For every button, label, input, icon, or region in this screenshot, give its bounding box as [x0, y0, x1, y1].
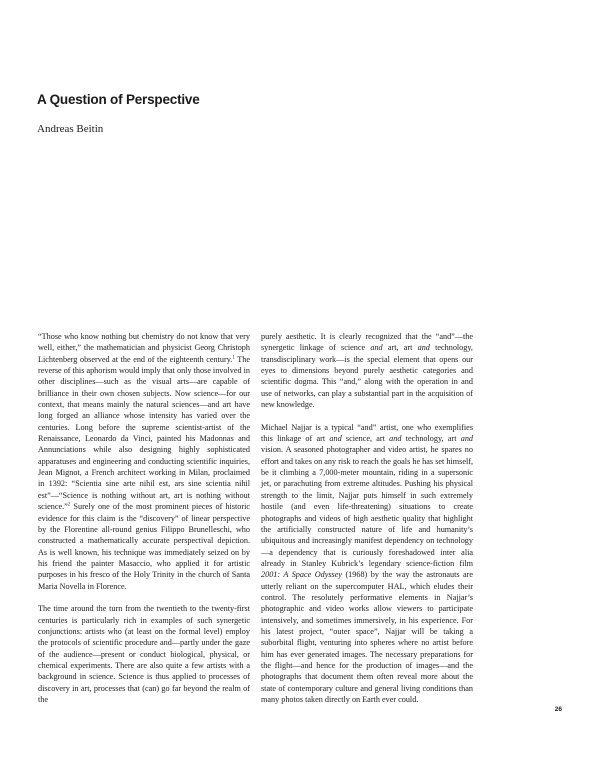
left-paragraph-1 — [38, 331, 250, 592]
article-title: A Question of Perspective — [37, 92, 200, 107]
text-run: art, art — [382, 343, 418, 353]
emphasis: and — [329, 434, 342, 444]
text-run: technology, transdisciplinary work—is the special element that opens our eyes to dimensions beyond purely aesthetic categories and scientific dogma. This “and,” along with the operation in and use of networks, can play a substantial part in the acquisition of new knowledge. — [261, 343, 473, 410]
text-run: The reverse of this aphorism would imply that only those involved in other disciplines—such as the visual arts—are capable of brilliance in their own chosen subjects. Now science—for our context, that means mainly the natural sciences—and art have long forged an alliance whose intensity has varied over the centuries. Long before the supreme scientist-artist of the Renaissance, Leonardo da Vinci, painted his Madonnas and Annunciations while also designing highly sophisticated apparatuses and engineering and conducting scientific inquiries, Jean Mignot, a French architect working in Milan, proclaimed in 1392: “Scientia sine arte nihil est, ars sine scientia nihil est”—“Science is nothing without art, art is nothing without science.” — [38, 354, 250, 512]
emphasis: and — [417, 343, 430, 353]
text-run: Michael Najjar is a typical “and” artist, one who exemplifies this linkage of art — [261, 422, 473, 444]
right-paragraph-1 — [261, 331, 473, 410]
footnote-ref-2[interactable]: 2 — [67, 502, 71, 508]
film-title: 2001: A Space Odyssey — [261, 570, 342, 580]
right-paragraph-2 — [261, 422, 473, 706]
left-column — [38, 331, 250, 717]
left-paragraph-2: The time around the turn from the twentieth to the twenty-first centuries is particularly rich in examples of such synergetic conjunctions: artists who (at least on the formal level) employ the protocols of scientific procedure and—partly under the gaze of the audience—present or conduct biological, physical, or chemical experiments. There are also quite a few artists with a background in science. Science is thus applied to processes of discovery in art, processes that (can) go far beyond the realm of the — [38, 604, 250, 704]
footnote-ref-1[interactable]: 1 — [232, 354, 235, 360]
text-run: science, art — [341, 434, 390, 444]
text-run: Surely one of the most prominent pieces of historic evidence for this claim is the “discovery” of linear perspective by the Florentine all-round genius Filippo Brunelleschi, who constructed a mathematically accurate perspectival depiction. As is well known, his technique was immediately seized on by his friend the painter Masaccio, who applied it for artistic purposes in his fresco of the Holy Trinity in the church of Santa Maria Novella in Florence. — [38, 502, 250, 591]
emphasis: and — [389, 434, 402, 444]
text-run: vision. A seasoned photographer and video artist, he spares no effort and takes on any risk to reach the goals he has set himself, be it climbing a 7,000-meter mountain, riding in a supersonic jet, or parachuting from extreme altitudes. Pushing his physical strength to the limit, Najjar puts himself in such extremely hostile (and even life-threatening) situations to create photographs and videos of high aesthetic quality that highlight the artificially constructed nature of life and humanity’s ubiquitous and increasingly manifest dependency on technology—a dependency that is curiously foreshadowed inter alia already in Stanley Kubrick’s legendary science-fiction film — [261, 445, 473, 568]
author-name: Andreas Beitin — [37, 123, 104, 135]
emphasis: and — [460, 434, 474, 444]
right-column — [261, 331, 473, 717]
emphasis: and — [370, 343, 383, 353]
text-run: purely aesthetic. It is clearly recognized that the “and”—the synergetic linkage of science — [261, 332, 473, 353]
text-run: “Those who know nothing but chemistry do not know that very well, either,” the mathematician and physicist Georg Christoph Lichtenberg observed at the end of the eighteenth century. — [38, 332, 250, 364]
text-run: (1968) by the way the astronauts are utterly reliant on the supercomputer HAL, which eludes their control. The resolutely performative elements in Najjar’s photographic and video works allow viewers to participate intensively, and sometimes immersively, in his experience. For his latest project, “outer space”, Najjar will be taking a suborbital flight, venturing into spheres where no artist before him has ever generated images. The necessary preparations for the flight—and hence for the production of images—and the photographs that document them often reveal more about the state of contemporary culture and general living conditions than many photos taken directly on Earth ever could. — [261, 570, 474, 704]
text-run: technology, art — [401, 434, 461, 444]
page-number: 26 — [554, 706, 562, 713]
